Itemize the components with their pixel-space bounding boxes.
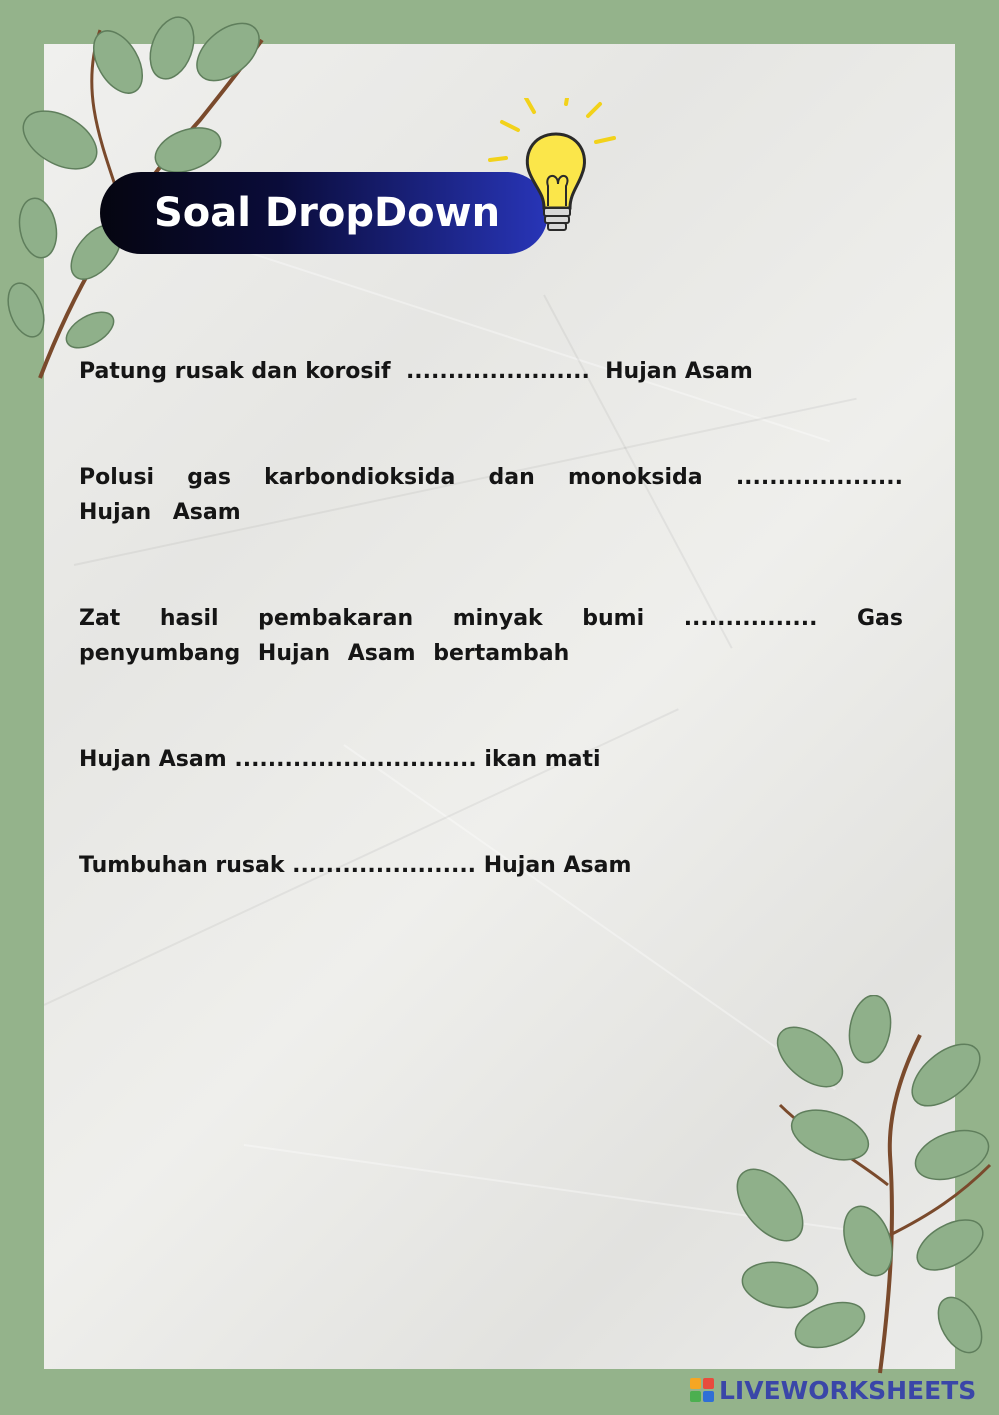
leaf-branch-bottom-right: [720, 995, 999, 1375]
title-banner: [100, 172, 548, 254]
dropdown-blank-1[interactable]: ......................: [405, 359, 590, 384]
dropdown-blank-3[interactable]: ................: [683, 606, 818, 631]
question-1: Patung rusak dan korosif ...................... Hujan Asam: [79, 359, 753, 384]
lightbulb-icon: [488, 98, 618, 248]
question-2: Polusi gas karbondioksida dan monoksida .................... Hujan Asam: [79, 465, 903, 525]
dropdown-blank-5[interactable]: ......................: [292, 853, 477, 878]
question-5: Tumbuhan rusak ...................... Hujan Asam: [79, 853, 632, 878]
dropdown-blank-2[interactable]: ....................: [735, 465, 903, 490]
logo-text: LIVEWORKSHEETS: [719, 1375, 977, 1405]
liveworksheets-logo: [690, 1375, 976, 1405]
logo-squares-icon: [690, 1378, 714, 1402]
question-4: Hujan Asam ............................. ikan mati: [79, 747, 601, 772]
page-title: Soal DropDown: [154, 190, 501, 236]
question-3: Zat hasil pembakaran minyak bumi ................ Gas penyumbang Hujan Asam bertambah: [79, 606, 903, 666]
dropdown-blank-4[interactable]: .............................: [234, 747, 477, 772]
